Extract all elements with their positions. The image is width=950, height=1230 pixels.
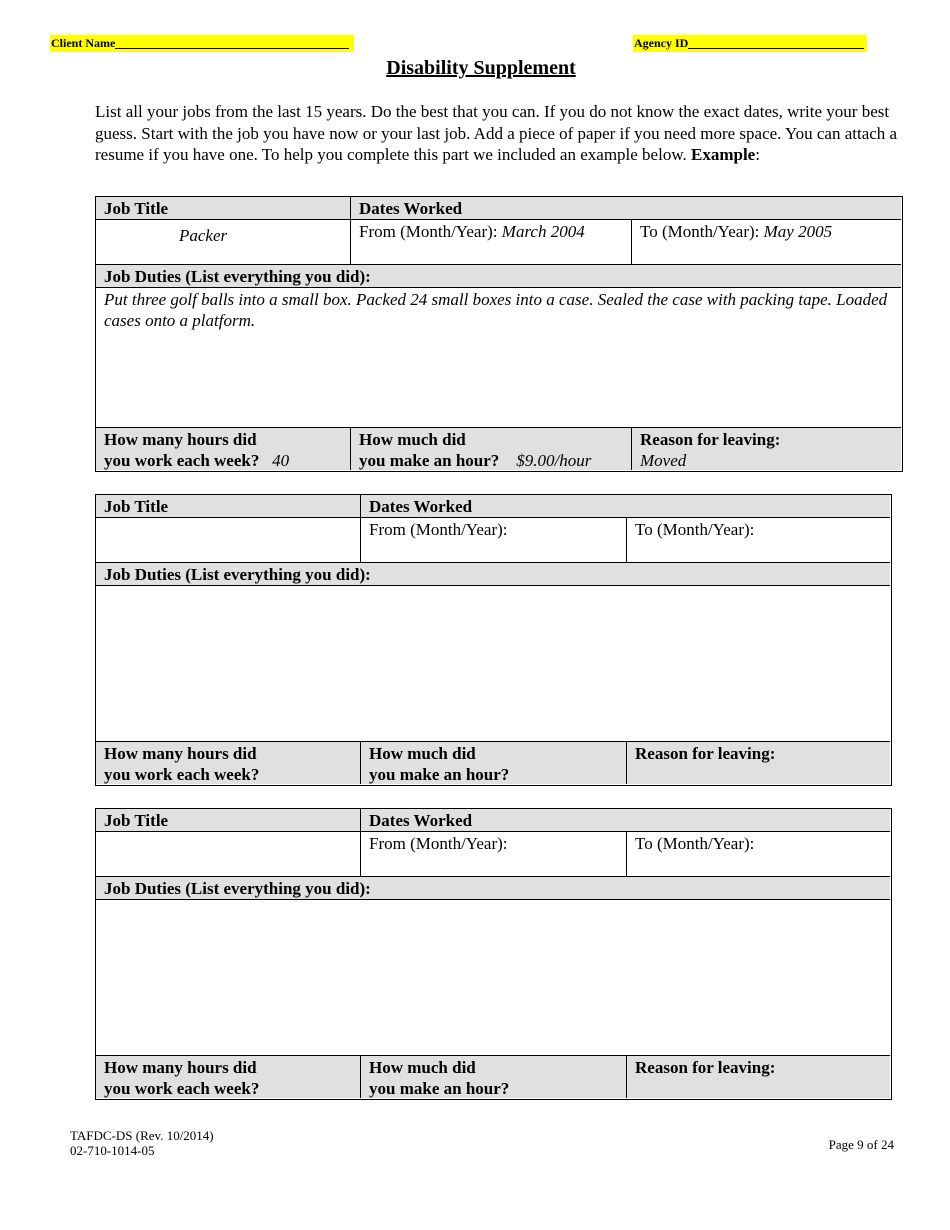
job-title-header: Job Title	[96, 495, 360, 517]
to-label: To (Month/Year):	[635, 834, 755, 853]
agency-id-field[interactable]	[633, 35, 867, 52]
hours-label-2: you work each week?	[104, 1079, 260, 1098]
from-date-input[interactable]	[360, 517, 626, 562]
hours-input[interactable]	[96, 741, 360, 784]
example-to-value: May 2005	[763, 222, 833, 241]
intro-paragraph	[95, 101, 910, 166]
page-number: Page 9 of 24	[828, 1137, 894, 1152]
job-title-input[interactable]	[96, 831, 360, 876]
hours-label-2: you work each week?	[104, 451, 260, 470]
to-date-input[interactable]	[626, 517, 890, 562]
job-title-header: Job Title	[96, 809, 360, 831]
example-reason: Moved	[640, 451, 687, 470]
page-title: Disability Supplement	[386, 57, 576, 79]
pay-label-1: How much did	[369, 744, 476, 763]
hours-label-2: you work each week?	[104, 765, 260, 784]
reason-input[interactable]	[626, 741, 890, 784]
from-label: From (Month/Year):	[359, 222, 498, 241]
job-duties-header: Job Duties (List everything you did):	[96, 562, 890, 585]
hours-input[interactable]	[96, 1055, 360, 1098]
agency-id-line[interactable]	[688, 35, 864, 49]
pay-label-2: you make an hour?	[369, 1079, 510, 1098]
example-hours: 40	[272, 451, 290, 470]
job-title-input[interactable]	[96, 517, 360, 562]
hours-cell	[96, 427, 350, 470]
job-table-1	[95, 494, 892, 786]
dates-worked-header: Dates Worked	[360, 495, 890, 517]
to-label: To (Month/Year):	[635, 520, 755, 539]
reason-label: Reason for leaving:	[635, 1058, 776, 1077]
client-name-field[interactable]	[50, 35, 354, 52]
footer-form-info	[70, 1128, 214, 1158]
reason-cell	[631, 427, 901, 470]
hours-label-1: How many hours did	[104, 430, 257, 449]
example-from-cell	[350, 219, 631, 264]
from-date-input[interactable]	[360, 831, 626, 876]
job-duties-header: Job Duties (List everything you did):	[96, 876, 890, 899]
example-pay: $9.00/hour	[516, 451, 592, 470]
job-duties-header: Job Duties (List everything you did):	[96, 264, 901, 287]
form-id: TAFDC-DS (Rev. 10/2014)	[70, 1128, 214, 1143]
client-name-line[interactable]	[115, 35, 349, 49]
example-job-title: Packer	[96, 219, 350, 264]
job-table-2	[95, 808, 892, 1100]
job-title-header: Job Title	[96, 197, 350, 219]
job-duties-input[interactable]	[96, 899, 890, 1055]
job-duties-input[interactable]	[96, 585, 890, 741]
to-label: To (Month/Year):	[640, 222, 760, 241]
pay-input[interactable]	[360, 1055, 626, 1098]
from-label: From (Month/Year):	[369, 834, 508, 853]
example-label: Example	[691, 145, 756, 164]
example-job-table	[95, 196, 903, 472]
pay-label-2: you make an hour?	[369, 765, 510, 784]
intro-text: List all your jobs from the last 15 years. Do the best that you can. If you do not know the exact dates, write your best guess. Start with the job you have now or your last job. Add a piece of paper if you need more space. You can attach a resume if you have one. To help you complete this part we included an example below.	[95, 102, 898, 164]
example-to-cell	[631, 219, 901, 264]
dates-worked-header: Dates Worked	[350, 197, 901, 219]
pay-input[interactable]	[360, 741, 626, 784]
pay-label-2: you make an hour?	[359, 451, 500, 470]
pay-label-1: How much did	[369, 1058, 476, 1077]
form-number: 02-710-1014-05	[70, 1143, 155, 1158]
pay-cell	[350, 427, 631, 470]
agency-id-label: Agency ID	[634, 36, 689, 50]
example-from-value: March 2004	[501, 222, 585, 241]
dates-worked-header: Dates Worked	[360, 809, 890, 831]
client-name-label: Client Name	[51, 36, 116, 50]
reason-input[interactable]	[626, 1055, 890, 1098]
reason-label: Reason for leaving:	[635, 744, 776, 763]
pay-label-1: How much did	[359, 430, 466, 449]
example-job-duties: Put three golf balls into a small box. Packed 24 small boxes into a case. Sealed the case with packing tape. Loaded cases onto a platform.	[96, 287, 901, 427]
to-date-input[interactable]	[626, 831, 890, 876]
from-label: From (Month/Year):	[369, 520, 508, 539]
example-colon: :	[755, 145, 760, 164]
hours-label-1: How many hours did	[104, 1058, 257, 1077]
hours-label-1: How many hours did	[104, 744, 257, 763]
reason-label: Reason for leaving:	[640, 430, 781, 449]
